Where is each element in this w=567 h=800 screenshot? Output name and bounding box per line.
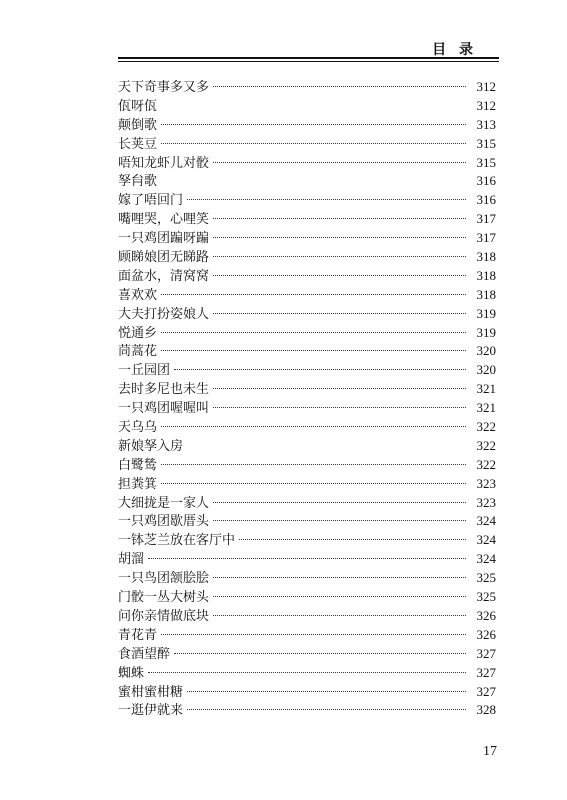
toc-dot-leader — [148, 558, 466, 559]
toc-entry — [118, 512, 496, 531]
toc-entry-page: 324 — [476, 513, 496, 529]
toc-entry-title: 嫁了唔回门 — [118, 193, 184, 209]
toc-dot-leader — [161, 464, 466, 465]
toc-entry-page: 325 — [476, 589, 496, 605]
toc-entry — [118, 475, 496, 494]
toc-entry-page: 327 — [476, 683, 496, 699]
toc-dot-leader — [187, 709, 466, 710]
toc-dot-leader — [161, 634, 466, 635]
toc-dot-leader — [213, 256, 466, 257]
toc-entry-page: 315 — [476, 154, 496, 170]
toc-entry-title: 去时多尼也未生 — [118, 382, 210, 398]
toc-dot-leader — [187, 199, 466, 200]
toc-entry-page: 317 — [476, 211, 496, 227]
toc-entry — [118, 531, 496, 550]
toc-dot-leader — [161, 294, 466, 295]
toc-entry-page: 322 — [476, 456, 496, 472]
toc-entry — [118, 437, 496, 456]
toc-dot-leader — [161, 143, 466, 144]
toc-dot-leader — [161, 332, 466, 333]
toc-dot-leader — [213, 502, 466, 503]
toc-dot-leader — [213, 218, 466, 219]
toc-entry-title: 一逛伊就来 — [118, 703, 184, 719]
toc-entry-page: 316 — [476, 173, 496, 189]
toc-entry — [118, 380, 496, 399]
toc-entry — [118, 191, 496, 210]
toc-entry — [118, 286, 496, 305]
toc-entry — [118, 135, 496, 154]
toc-dot-leader — [161, 105, 466, 106]
toc-entry-title: 门骹一丛大树头 — [118, 590, 210, 606]
toc-entry-page: 320 — [476, 362, 496, 378]
toc-dot-leader — [213, 162, 466, 163]
toc-entry-title: 天乌乌 — [118, 420, 158, 436]
toc-dot-leader — [174, 653, 466, 654]
toc-dot-leader — [239, 539, 466, 540]
toc-entry-title: 一只鸟团颔脍脍 — [118, 571, 210, 587]
toc-entry-page: 321 — [476, 381, 496, 397]
toc-entry-page: 325 — [476, 570, 496, 586]
toc-dot-leader — [161, 350, 466, 351]
toc-entry-title: 嘴哩哭，心哩笑 — [118, 212, 210, 228]
toc-entry-title: 一只鸡团歇厝头 — [118, 514, 210, 530]
toc-entry-title: 一钵芝兰放在客厅中 — [118, 533, 236, 549]
toc-dot-leader — [161, 483, 466, 484]
toc-entry-title: 一只鸡团蹁呀蹁 — [118, 231, 210, 247]
toc-entry — [118, 97, 496, 116]
header-rule-thin — [118, 61, 499, 62]
toc-entry-page: 312 — [476, 97, 496, 113]
toc-entry-page: 328 — [476, 702, 496, 718]
toc-dot-leader — [187, 691, 466, 692]
toc-entry — [118, 645, 496, 664]
toc-entry-page: 318 — [476, 249, 496, 265]
toc-entry — [118, 248, 496, 267]
page-number: 17 — [483, 744, 497, 759]
toc-entry — [118, 626, 496, 645]
toc-entry-page: 318 — [476, 286, 496, 302]
toc-entry — [118, 494, 496, 513]
toc-entry-title: 大夫打扮姿娘人 — [118, 306, 210, 322]
toc-entry — [118, 210, 496, 229]
toc-dot-leader — [213, 577, 466, 578]
toc-entry-page: 327 — [476, 664, 496, 680]
toc-entry-title: 问你亲情做底块 — [118, 608, 210, 624]
toc-entry — [118, 116, 496, 135]
toc-entry — [118, 172, 496, 191]
toc-entry-page: 324 — [476, 551, 496, 567]
table-of-contents — [118, 78, 496, 720]
toc-entry — [118, 267, 496, 286]
toc-entry-page: 322 — [476, 419, 496, 435]
toc-dot-leader — [213, 237, 466, 238]
toc-dot-leader — [148, 672, 466, 673]
toc-dot-leader — [213, 596, 466, 597]
toc-entry — [118, 550, 496, 569]
toc-entry — [118, 78, 496, 97]
toc-dot-leader — [213, 388, 466, 389]
toc-dot-leader — [161, 426, 466, 427]
header-rule-thick — [118, 57, 499, 59]
toc-entry-page: 321 — [476, 400, 496, 416]
toc-entry — [118, 399, 496, 418]
toc-entry-title: 食酒望醉 — [118, 646, 171, 662]
toc-entry-title: 蜜柑蜜柑糖 — [118, 684, 184, 700]
toc-dot-leader — [213, 520, 466, 521]
toc-entry-title: 长荚豆 — [118, 136, 158, 152]
toc-dot-leader — [213, 275, 466, 276]
toc-entry — [118, 229, 496, 248]
toc-entry-page: 319 — [476, 324, 496, 340]
toc-entry-title: 孥䏍歌 — [118, 174, 158, 190]
toc-entry-page: 318 — [476, 267, 496, 283]
toc-entry-page: 323 — [476, 494, 496, 510]
toc-entry-title: 顾睇娘团无睇路 — [118, 250, 210, 266]
toc-entry — [118, 154, 496, 173]
toc-dot-leader — [174, 369, 466, 370]
toc-dot-leader — [213, 407, 466, 408]
toc-entry-title: 颠倒歌 — [118, 117, 158, 133]
toc-entry — [118, 701, 496, 720]
toc-entry-page: 317 — [476, 230, 496, 246]
toc-entry-page: 326 — [476, 607, 496, 623]
toc-entry — [118, 683, 496, 702]
toc-entry-title: 白鹭鸶 — [118, 457, 158, 473]
toc-entry-title: 蜘蛛 — [118, 665, 145, 681]
toc-entry-title: 佤呀佤 — [118, 98, 158, 114]
toc-entry-title: 担粪箕 — [118, 476, 158, 492]
toc-entry-page: 323 — [476, 475, 496, 491]
toc-entry — [118, 456, 496, 475]
toc-entry-page: 319 — [476, 305, 496, 321]
toc-entry — [118, 342, 496, 361]
toc-entry — [118, 361, 496, 380]
toc-dot-leader — [213, 313, 466, 314]
toc-entry-title: 胡溜 — [118, 552, 145, 568]
toc-entry-title: 天下奇事多又多 — [118, 80, 210, 95]
toc-dot-leader — [213, 86, 466, 87]
toc-entry-title: 唔知龙虾儿对骹 — [118, 155, 210, 171]
toc-entry-title: 悦通乡 — [118, 325, 158, 341]
toc-dot-leader — [161, 124, 466, 125]
toc-entry-page: 324 — [476, 532, 496, 548]
toc-entry-title: 喜欢欢 — [118, 287, 158, 303]
toc-entry — [118, 664, 496, 683]
toc-entry — [118, 418, 496, 437]
toc-dot-leader — [213, 615, 466, 616]
toc-entry-page: 320 — [476, 343, 496, 359]
toc-entry-title: 茼蒿花 — [118, 344, 158, 360]
header-title: 目 录 — [432, 42, 477, 58]
toc-entry-title: 青花青 — [118, 627, 158, 643]
toc-entry-page: 312 — [476, 79, 496, 94]
toc-entry-title: 一只鸡团喔喔叫 — [118, 401, 210, 417]
toc-entry-title: 新娘孥入房 — [118, 438, 184, 454]
toc-dot-leader — [187, 445, 466, 446]
toc-entry — [118, 305, 496, 324]
toc-entry — [118, 607, 496, 626]
toc-entry-title: 大细拢是一家人 — [118, 495, 210, 511]
toc-entry-page: 327 — [476, 645, 496, 661]
toc-entry-title: 一丘园团 — [118, 363, 171, 379]
running-header — [118, 38, 499, 62]
toc-entry-page: 315 — [476, 135, 496, 151]
toc-entry — [118, 569, 496, 588]
toc-dot-leader — [161, 180, 466, 181]
toc-entry-page: 316 — [476, 192, 496, 208]
toc-entry-page: 326 — [476, 626, 496, 642]
toc-entry-page: 313 — [476, 116, 496, 132]
toc-entry-title: 面盆水，清窝窝 — [118, 268, 210, 284]
toc-entry-page: 322 — [476, 437, 496, 453]
toc-entry — [118, 324, 496, 343]
toc-entry — [118, 588, 496, 607]
